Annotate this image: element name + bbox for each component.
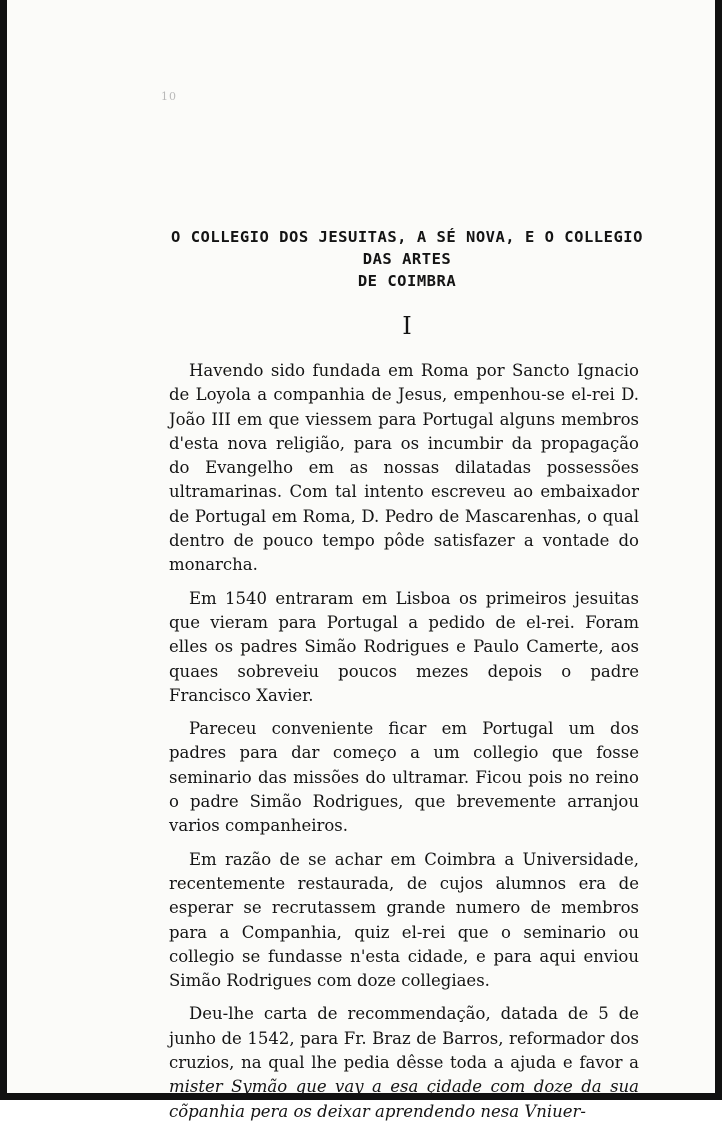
paragraph-5 <box>169 1002 639 1123</box>
paragraph-4: Em razão de se achar em Coimbra a Universidade, recentemente restaurada, de cujos alumnos era de esperar se recrutassem grande numero de membros para a Companhia, quiz el-rei que o seminario ou collegio se fundasse n'esta cidade, e para aqui enviou Simão Rodrigues com doze collegiaes. <box>169 849 639 991</box>
paragraph-5-text: Deu-lhe carta de recommendação, datada de 5 de junho de 1542, para Fr. Braz de Barros, reformador dos cruzios, na qual lhe pedia dêsse toda a ajuda e favor a <box>169 1004 639 1073</box>
paragraph-2: Em 1540 entraram em Lisboa os primeiros jesuitas que vieram para Portugal a pedido de el-rei. Foram elles os padres Simão Rodrigues e Paulo Camerte, aos quaes sobreveiu poucos mezes depois o padre Francisco Xavier. <box>169 588 639 705</box>
body-text <box>169 359 639 1124</box>
title-line-1: O COLLEGIO DOS JESUITAS, A SÉ NOVA, E O COLLEGIO DAS ARTES <box>171 228 643 268</box>
paragraph-1: Havendo sido fundada em Roma por Sancto Ignacio de Loyola a companhia de Jesus, empenhou-se el-rei D. João III em que viessem para Portugal alguns membros d'esta nova religião, para os incumbir da propagação do Evangelho em as nossas dilatadas possessões ultramarinas. Com tal intento escreveu ao embaixador de Portugal em Roma, D. Pedro de Mascarenhas, o qual dentro de pouco tempo pôde satisfazer a vontade do monarcha. <box>169 361 639 575</box>
paragraph-3: Pareceu conveniente ficar em Portugal um dos padres para dar começo a um collegio que fosse seminario das missões do ultramar. Ficou pois no reino o padre Simão Rodrigues, que brevemente arranjou varios companheiros. <box>169 719 639 836</box>
page-number: 10 <box>161 90 177 103</box>
section-title <box>157 226 657 292</box>
paragraph-5-quotation: mister Symão que vay a esa çidade com doze da sua cõpanhia pera os deixar aprendendo nesa Vniuer- <box>169 1077 639 1121</box>
title-line-2: DE COIMBRA <box>357 272 457 290</box>
chapter-numeral: I <box>402 312 412 340</box>
